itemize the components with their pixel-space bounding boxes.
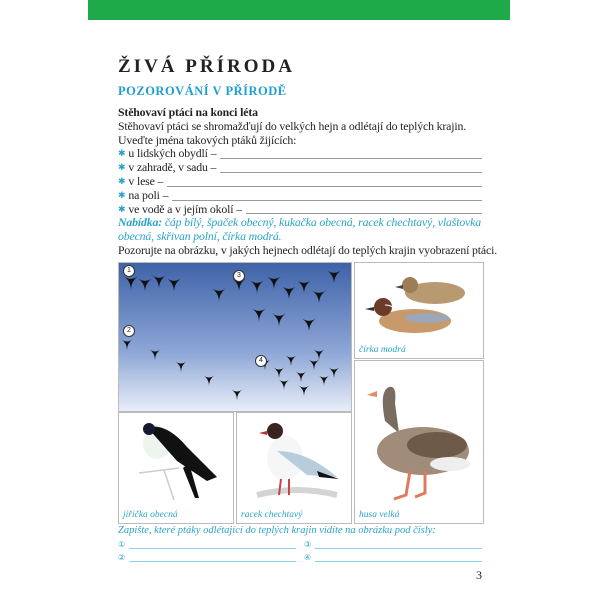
house-martin-image bbox=[119, 413, 233, 505]
flying-bird-silhouette bbox=[298, 385, 310, 396]
goose-illustration bbox=[354, 360, 484, 524]
flock-number: 3 bbox=[233, 270, 245, 282]
answer-line[interactable] bbox=[220, 162, 482, 173]
star-bullet-icon: ✱ bbox=[118, 203, 126, 214]
list-item: ✱ ve vodě a v jejím okolí – bbox=[118, 203, 482, 217]
goose-image bbox=[355, 361, 483, 506]
observe-text: Pozorujte na obrázku, v jakých hejnech odlétají do teplých krajin vyobrazení ptáci. bbox=[118, 242, 498, 257]
flying-bird-silhouette bbox=[149, 349, 161, 360]
flying-bird-silhouette bbox=[278, 379, 290, 390]
exercise-text bbox=[118, 105, 498, 258]
flying-bird-silhouette bbox=[296, 280, 312, 294]
flying-bird-silhouette bbox=[326, 270, 342, 284]
prompt-text: Uveďte jména takových ptáků žijících: bbox=[118, 132, 297, 147]
flying-bird-silhouette bbox=[281, 286, 297, 300]
offer-text: Nabídka: čáp bílý, špaček obecný, kukačka obecná, racek chechtavý, vlaštovka obecná, skřivan polní, čírka modrá. bbox=[118, 215, 481, 244]
page-number: 3 bbox=[476, 568, 482, 582]
answer-line-2[interactable]: ② bbox=[118, 553, 296, 562]
house-martin-illustration bbox=[118, 412, 234, 524]
flying-bird-silhouette bbox=[295, 371, 307, 382]
list-item: ✱ v lese – bbox=[118, 175, 482, 189]
flying-bird-silhouette bbox=[203, 375, 215, 386]
star-bullet-icon: ✱ bbox=[118, 175, 126, 186]
flying-bird-silhouette bbox=[249, 280, 265, 294]
star-bullet-icon: ✱ bbox=[118, 148, 126, 159]
flying-bird-silhouette bbox=[175, 361, 187, 372]
list-item: ✱ v zahradě, v sadu – bbox=[118, 161, 482, 175]
flying-bird-silhouette bbox=[273, 367, 285, 378]
teal-duck-image bbox=[355, 263, 483, 343]
flying-bird-silhouette bbox=[251, 308, 267, 322]
list-item: ✱ u lidských obydlí – bbox=[118, 147, 482, 161]
flying-bird-silhouette bbox=[123, 276, 139, 290]
answer-line[interactable] bbox=[172, 190, 482, 201]
flying-bird-silhouette bbox=[137, 278, 153, 292]
gull-image bbox=[237, 413, 351, 505]
caption-husa: husa velká bbox=[359, 510, 400, 520]
answer-line-1[interactable]: ① bbox=[118, 540, 296, 549]
flying-bird-silhouette bbox=[308, 359, 320, 370]
answer-line-4[interactable]: ④ bbox=[304, 553, 482, 562]
flocks-illustration bbox=[118, 262, 352, 412]
flying-bird-silhouette bbox=[231, 389, 243, 400]
flying-bird-silhouette bbox=[311, 290, 327, 304]
flock-number: 1 bbox=[123, 265, 135, 277]
intro-text: Stěhovaví ptáci se shromažďují do velkých hejn a odlétají do teplých krajin. bbox=[118, 118, 467, 133]
flying-bird-silhouette bbox=[151, 275, 167, 289]
flying-bird-silhouette bbox=[328, 367, 340, 378]
flying-bird-silhouette bbox=[121, 339, 133, 350]
question-text: Zapište, které ptáky odlétající do teplých krajin vidíte na obrázku pod čísly: bbox=[118, 525, 436, 536]
caption-cirka: čírka modrá bbox=[359, 345, 406, 355]
section-subtitle: POZOROVÁNÍ V PŘÍRODĚ bbox=[118, 84, 287, 98]
caption-jiricka: jiřička obecná bbox=[123, 510, 178, 520]
answer-line[interactable] bbox=[246, 203, 482, 214]
list-item: ✱ na poli – bbox=[118, 189, 482, 203]
gull-illustration bbox=[236, 412, 352, 524]
star-bullet-icon: ✱ bbox=[118, 189, 126, 200]
flock-number: 4 bbox=[255, 355, 267, 367]
answer-line[interactable] bbox=[220, 148, 482, 159]
answer-line[interactable] bbox=[167, 176, 482, 187]
flying-bird-silhouette bbox=[318, 375, 330, 386]
flying-bird-silhouette bbox=[166, 278, 182, 292]
flying-bird-silhouette bbox=[313, 349, 325, 360]
flying-bird-silhouette bbox=[301, 318, 317, 332]
star-bullet-icon: ✱ bbox=[118, 162, 126, 173]
answer-line-3[interactable]: ③ bbox=[304, 540, 482, 549]
top-color-bar bbox=[88, 0, 510, 20]
flying-bird-silhouette bbox=[271, 313, 287, 327]
flying-bird-silhouette bbox=[211, 288, 227, 302]
page-title: ŽIVÁ PŘÍRODA bbox=[118, 56, 295, 77]
flock-number: 2 bbox=[123, 325, 135, 337]
flying-bird-silhouette bbox=[285, 355, 297, 366]
teal-illustration bbox=[354, 262, 484, 359]
section-heading: Stěhovaví ptáci na konci léta bbox=[118, 105, 258, 119]
flying-bird-silhouette bbox=[266, 276, 282, 290]
caption-racek: racek chechtavý bbox=[241, 510, 303, 520]
